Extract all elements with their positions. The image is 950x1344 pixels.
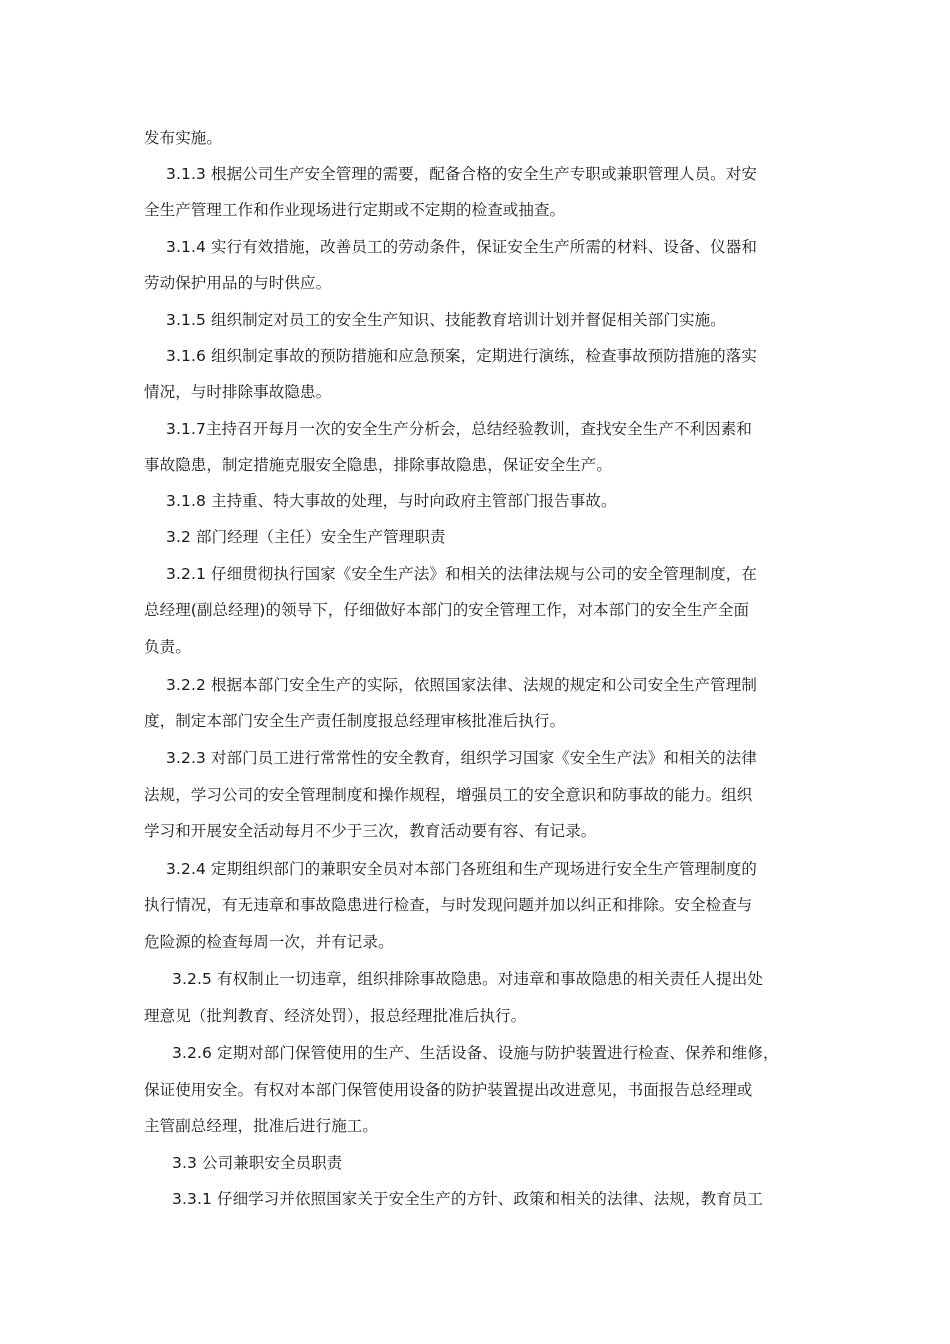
paragraph-3-2-4: 3.2.4 定期组织部门的兼职安全员对本部门各班组和生产现场进行安全生产管理制度的 [166,860,757,878]
text-line: 全生产管理工作和作业现场进行定期或不定期的检查或抽查。 [144,201,566,219]
section-heading-3-2: 3.2 部门经理（主任）安全生产管理职责 [166,528,446,546]
paragraph-3-1-8: 3.1.8 主持重、特大事故的处理，与时向政府主管部门报告事故。 [166,492,617,510]
text-line: 理意见（批判教育、经济处罚），报总经理批准后执行。 [144,1007,527,1025]
paragraph-3-3-1: 3.3.1 仔细学习并依照国家关于安全生产的方针、政策和相关的法律、法规，教育员工 [172,1190,763,1208]
paragraph-3-1-4: 3.1.4 实行有效措施，改善员工的劳动条件，保证安全生产所需的材料、设备、仪器和 [166,238,757,256]
paragraph-3-1-6: 3.1.6 组织制定事故的预防措施和应急预案，定期进行演练，检查事故预防措施的落实 [166,347,757,365]
text-line: 发布实施。 [144,129,223,147]
text-line: 执行情况，有无违章和事故隐患进行检查，与时发现问题并加以纠正和排除。安全检查与 [144,896,753,914]
text-line: 总经理(副总经理)的领导下，仔细做好本部门的安全管理工作，对本部门的安全生产全面 [144,601,750,619]
text-line: 负责。 [144,638,191,656]
text-line: 危险源的检查每周一次，并有记录。 [144,933,394,951]
paragraph-3-2-1: 3.2.1 仔细贯彻执行国家《安全生产法》和相关的法律法规与公司的安全管理制度，在 [166,565,757,583]
text-line: 劳动保护用品的与时供应。 [144,274,332,292]
section-heading-3-3: 3.3 公司兼职安全员职责 [172,1154,343,1172]
paragraph-3-1-5: 3.1.5 组织制定对员工的安全生产知识、技能教育培训计划并督促相关部门实施。 [166,311,726,329]
text-line: 度，制定本部门安全生产责任制度报总经理审核批准后执行。 [144,712,566,730]
paragraph-3-2-5: 3.2.5 有权制止一切违章，组织排除事故隐患。对违章和事故隐患的相关责任人提出处 [172,970,763,988]
text-line: 保证使用安全。有权对本部门保管使用设备的防护装置提出改进意见，书面报告总经理或 [144,1081,753,1099]
paragraph-3-1-7: 3.1.7主持召开每月一次的安全生产分析会，总结经验教训，查找安全生产不利因素和 [166,420,752,438]
paragraph-3-2-3: 3.2.3 对部门员工进行常常性的安全教育，组织学习国家《安全生产法》和相关的法律 [166,749,757,767]
text-line: 事故隐患，制定措施克服安全隐患，排除事故隐患，保证安全生产。 [144,456,613,474]
text-line: 法规，学习公司的安全管理制度和操作规程，增强员工的安全意识和防事故的能力。组织 [144,786,753,804]
text-line: 主管副总经理，批准后进行施工。 [144,1117,379,1135]
text-line: 情况，与时排除事故隐患。 [144,383,332,401]
paragraph-3-2-2: 3.2.2 根据本部门安全生产的实际，依照国家法律、法规的规定和公司安全生产管理制 [166,676,757,694]
text-line: 学习和开展安全活动每月不少于三次，教育活动要有容、有记录。 [144,822,597,840]
paragraph-3-2-6: 3.2.6 定期对部门保管使用的生产、生活设备、设施与防护装置进行检查、保养和维修， [172,1044,779,1062]
paragraph-3-1-3: 3.1.3 根据公司生产安全管理的需要，配备合格的安全生产专职或兼职管理人员。对安 [166,165,757,183]
